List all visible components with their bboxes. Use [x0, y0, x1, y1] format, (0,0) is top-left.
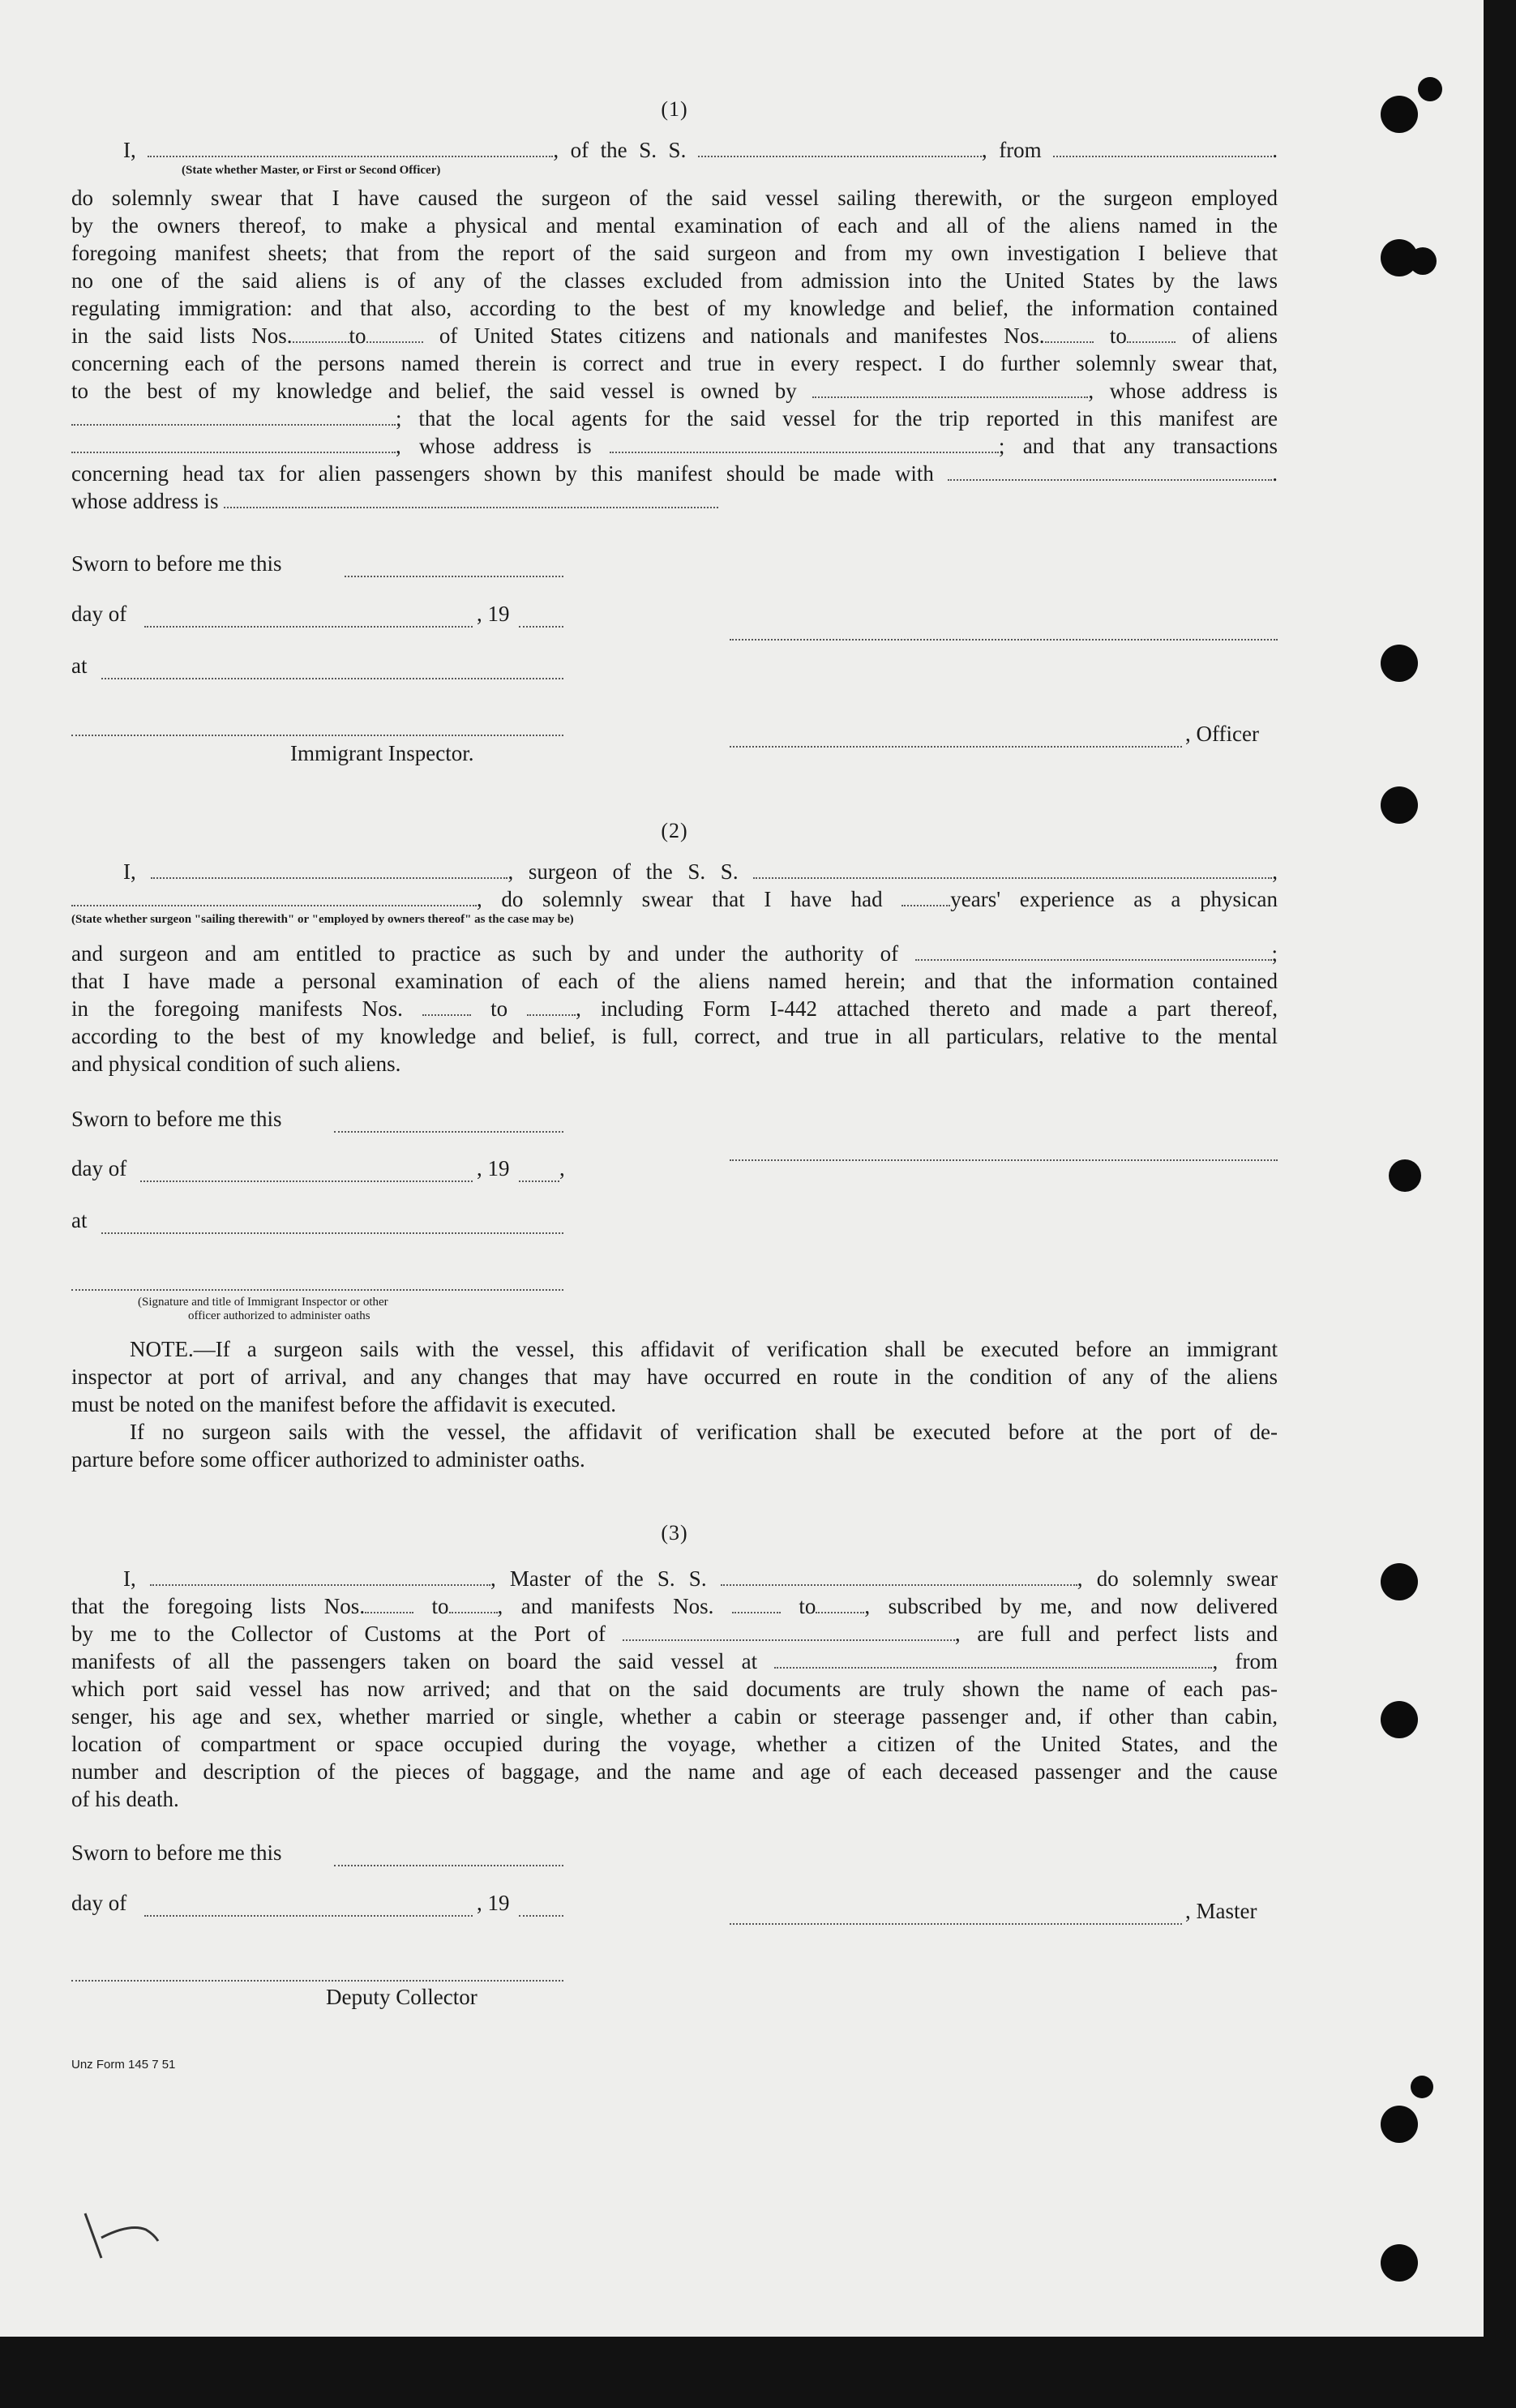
s3-vessel-blank[interactable] [721, 1566, 1077, 1586]
note2-line-1: If no surgeon sails with the vessel, the affidavit of verification shall be executed before at the port of de- [130, 1420, 1278, 1444]
s2-signature-line[interactable] [730, 1135, 1278, 1161]
s1-line-5: no one of the said aliens is of any of the classes excluded from admission into the United States by the laws [71, 268, 1278, 293]
s1-line-12: concerning head tax for alien passengers shown by this manifest should be made with . [71, 461, 1278, 486]
s3-deputy-line[interactable] [71, 1956, 563, 1982]
note2-line-2: parture before some officer authorized to administer oaths. [71, 1447, 585, 1472]
s2-year-label: , 19 [477, 1156, 510, 1180]
s1-line-4: foregoing manifest sheets; that from the report of the said surgeon and from my own investigation I believe that [71, 241, 1278, 265]
s2-caption: (State whether surgeon "sailing therewith" or "employed by owners thereof" as the case may be) [71, 913, 574, 926]
s3-deputy-label: Deputy Collector [326, 1985, 477, 2009]
s3-year-label: , 19 [477, 1891, 510, 1915]
s1-line-7: in the said lists Nos. to of United States citizens and nationals and manifestes Nos. to of aliens [71, 323, 1278, 348]
s1-line-6: regulating immigration: and that also, according to the best of my knowledge and belief, the information contained [71, 296, 1278, 320]
s3-line-1: I, , Master of the S. S. , do solemnly swear [123, 1566, 1278, 1591]
s3-day-blank[interactable] [144, 1891, 473, 1917]
s1-officer-label: , Officer [1185, 722, 1259, 746]
s2-dayof-label: day of [71, 1156, 127, 1180]
s1-caption: (State whether Master, or First or Second Officer) [182, 164, 441, 177]
authority-blank[interactable] [915, 941, 1272, 961]
s2-line-4: that I have made a personal examination of each of the aliens named herein; and that the information contained [71, 969, 1278, 993]
s3-year-blank[interactable] [519, 1891, 563, 1917]
vessel-name-blank[interactable] [698, 138, 982, 157]
s3-manifest-from-blank[interactable] [732, 1594, 781, 1613]
s1-at-label: at [71, 653, 88, 678]
s2-at-blank[interactable] [101, 1208, 563, 1234]
s2-year-blank[interactable] [519, 1156, 559, 1182]
agents-blank[interactable] [71, 434, 396, 453]
s2-inspector-line[interactable] [71, 1265, 563, 1291]
section-1-number: (1) [661, 97, 688, 121]
s3-master-label: , Master [1185, 1899, 1257, 1923]
s3-line-6: senger, his age and sex, whether married or single, whether a cabin or steerage passenger and, if other than cabin, [71, 1704, 1278, 1729]
s3-line-5: which port said vessel has now arrived; and that on the said documents are truly shown the name of each pas- [71, 1677, 1278, 1701]
head-tax-contact-blank[interactable] [948, 461, 1272, 481]
s2-vessel-blank[interactable] [753, 859, 1272, 879]
s2-line-5: in the foregoing manifests Nos. to , including Form I-442 attached thereto and made a part thereof, [71, 996, 1278, 1021]
s1-line-13: whose address is [71, 487, 1278, 515]
lists-from-blank[interactable] [293, 323, 349, 343]
section-3 [71, 1521, 1278, 1813]
s1-line-11: , whose address is ; and that any transactions [71, 432, 1278, 460]
section-2-number: (2) [661, 819, 688, 842]
s2-line-1: I, , surgeon of the S. S. , [123, 859, 1278, 884]
s1-at-blank[interactable] [101, 653, 563, 679]
s3-line-2: that the foregoing lists Nos. to , and manifests Nos. to , subscribed by me, and now delivered [71, 1594, 1278, 1618]
s1-officer-line[interactable] [730, 722, 1182, 748]
s1-line-1: I, , of the S. S. , from . [123, 138, 1278, 162]
s3-master-blank[interactable] [150, 1566, 490, 1586]
s1-sworn-blank[interactable] [345, 551, 563, 577]
s3-master-signature-line[interactable] [730, 1899, 1182, 1925]
owner-address-blank[interactable] [71, 406, 396, 426]
s1-inspector-line[interactable] [71, 710, 563, 736]
master-name-blank[interactable] [148, 138, 553, 157]
head-tax-address-blank[interactable] [224, 489, 718, 508]
s3-lists-from-blank[interactable] [365, 1594, 413, 1613]
s2-day-blank[interactable] [140, 1156, 473, 1182]
s2-line-6: according to the best of my knowledge and belief, is full, correct, and true in all particulars, relative to the mental [71, 1024, 1278, 1048]
s2-at-label: at [71, 1208, 88, 1232]
boarding-port-blank[interactable] [774, 1649, 1212, 1669]
s3-line-3: by me to the Collector of Customs at the Port of , are full and perfect lists and [71, 1622, 1278, 1646]
form-identifier: Unz Form 145 7 51 [71, 2058, 176, 2072]
s3-line-8: number and description of the pieces of baggage, and the name and age of each deceased passenger and the cause [71, 1759, 1278, 1784]
s3-dayof-label: day of [71, 1891, 127, 1915]
manifests-to-blank[interactable] [1127, 323, 1176, 343]
note-line-1: NOTE.—If a surgeon sails with the vessel, this affidavit of verification shall be executed before an immigrant [130, 1337, 1278, 1361]
s2-sig-caption-1: (Signature and title of Immigrant Inspector or other [138, 1296, 388, 1309]
s2-line-7: and physical condition of such aliens. [71, 1052, 401, 1076]
s2-sworn-label: Sworn to before me this [71, 1107, 282, 1131]
port-blank[interactable] [623, 1622, 955, 1641]
s2-comma: , [559, 1156, 565, 1180]
agents-address-blank[interactable] [610, 434, 999, 453]
s3-sworn-blank[interactable] [334, 1840, 563, 1866]
s1-year-blank[interactable] [519, 602, 563, 628]
section-1 [71, 97, 1278, 515]
s1-line-9: to the best of my knowledge and belief, the said vessel is owned by , whose address is [71, 379, 1278, 403]
s3-line-7: location of compartment or space occupied during the voyage, whether a citizen of the United States, and the [71, 1732, 1278, 1756]
owner-blank[interactable] [812, 379, 1088, 398]
s2-sworn-blank[interactable] [334, 1107, 563, 1133]
s2-manifest-from-blank[interactable] [422, 996, 471, 1016]
surgeon-type-blank[interactable] [71, 887, 477, 906]
section-3-number: (3) [661, 1521, 688, 1545]
s1-line-3: by the owners thereof, to make a physical and mental examination of each and all of the aliens named in the [71, 213, 1278, 238]
surgeon-name-blank[interactable] [151, 859, 507, 879]
s2-sig-caption-2: officer authorized to administer oaths [188, 1309, 370, 1322]
years-experience-blank[interactable] [901, 887, 950, 906]
s1-inspector-label: Immigrant Inspector. [290, 741, 474, 765]
lists-to-blank[interactable] [366, 323, 423, 343]
s3-lists-to-blank[interactable] [449, 1594, 498, 1613]
s3-sworn-label: Sworn to before me this [71, 1840, 282, 1865]
s2-line-2: , do solemnly swear that I have had years' experience as a physican [71, 885, 1278, 913]
s1-line-8: concerning each of the persons named therein is correct and true in every respect. I do further solemnly swear that, [71, 351, 1278, 375]
s3-line-4: manifests of all the passengers taken on board the said vessel at , from [71, 1649, 1278, 1673]
s1-signature-line[interactable] [730, 615, 1278, 641]
pen-mark-icon [81, 2205, 178, 2270]
s1-day-blank[interactable] [144, 602, 473, 628]
s1-line-2: do solemnly swear that I have caused the surgeon of the said vessel sailing therewith, or the surgeon employed [71, 186, 1278, 210]
s1-dayof-label: day of [71, 602, 127, 626]
s3-line-9: of his death. [71, 1787, 179, 1811]
manifests-from-blank[interactable] [1045, 323, 1094, 343]
note-block [71, 1335, 1278, 1473]
section-2 [71, 819, 1278, 1078]
s1-year-label: , 19 [477, 602, 510, 626]
s1-sworn-label: Sworn to before me this [71, 551, 282, 576]
s3-manifest-to-blank[interactable] [816, 1594, 864, 1613]
note-line-3: must be noted on the manifest before the affidavit is executed. [71, 1392, 617, 1416]
from-port-blank[interactable] [1053, 138, 1272, 157]
s2-line-3: and surgeon and am entitled to practice as such by and under the authority of ; [71, 941, 1278, 966]
s2-manifest-to-blank[interactable] [527, 996, 576, 1016]
s1-line-10: ; that the local agents for the said vessel for the trip reported in this manifest are [71, 405, 1278, 432]
note-line-2: inspector at port of arrival, and any changes that may have occurred en route in the condition of any of the aliens [71, 1365, 1278, 1389]
